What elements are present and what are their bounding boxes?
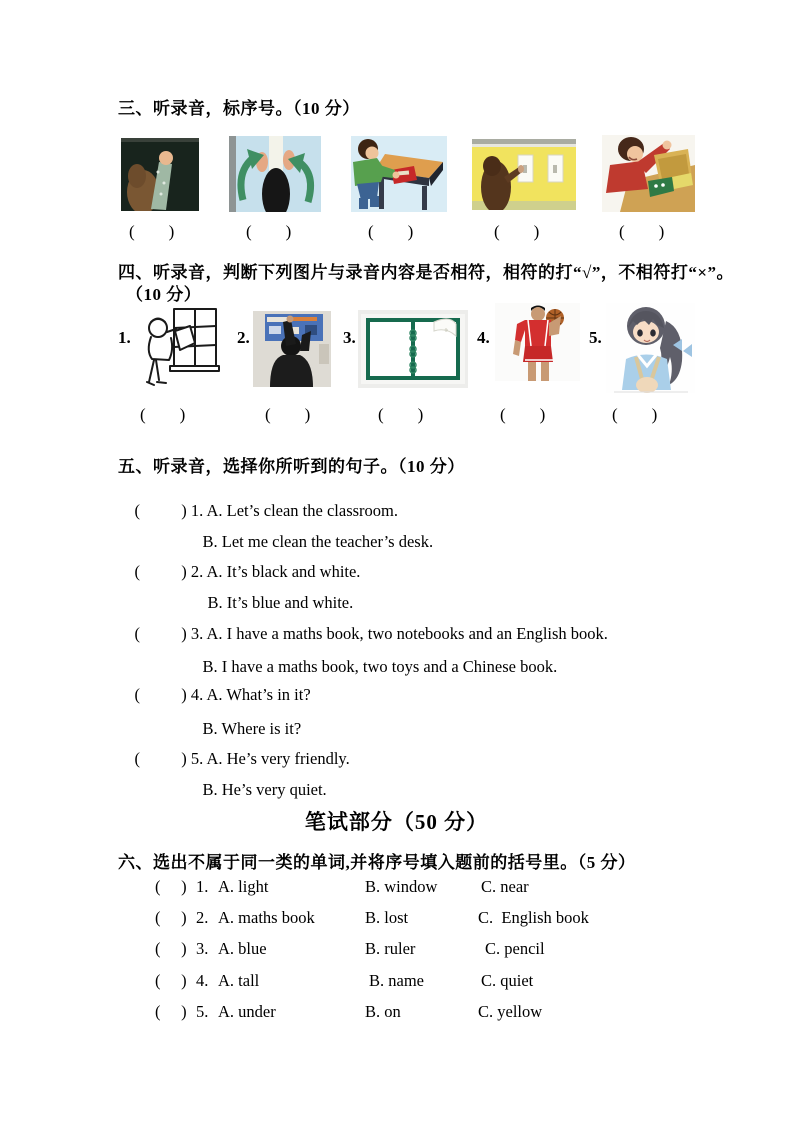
question-number: 5. xyxy=(190,749,204,768)
question-number: 4. xyxy=(190,685,204,704)
answer-bracket: ( ) xyxy=(246,222,292,241)
answer-bracket: ( ) xyxy=(155,1002,187,1021)
hands-up-scene-icon xyxy=(229,136,321,212)
option-a: A. I have a maths book, two notebooks and an English book. xyxy=(206,624,608,643)
option-a: A. maths book xyxy=(218,908,315,927)
item-number: 5. xyxy=(589,328,602,347)
anime-girl-image xyxy=(606,303,695,393)
answer-bracket: ( ) xyxy=(155,908,187,927)
answer-bracket: ( ) xyxy=(368,222,414,241)
poster-photo-icon xyxy=(253,311,331,387)
word-row-5 xyxy=(0,1002,793,1026)
girl-wiping-blackboard-image xyxy=(121,138,199,211)
section6-title: 六、选出不属于同一类的单词,并将序号填入题前的括号里。（5 分） xyxy=(118,853,636,872)
option-a: A. blue xyxy=(218,939,267,958)
option-b: B. Where is it? xyxy=(202,719,302,738)
option-c: C. pencil xyxy=(485,939,545,958)
question-number: 2. xyxy=(196,908,209,927)
option-b: B. He’s very quiet. xyxy=(202,780,327,799)
question-number: 1. xyxy=(196,877,209,896)
option-a: A. light xyxy=(218,877,269,896)
putting-up-poster-photo-image xyxy=(253,311,331,387)
question-number: 4. xyxy=(196,971,209,990)
packing-scene-icon xyxy=(602,135,695,212)
girl-packing-schoolbag-image xyxy=(602,135,695,212)
word-row-3 xyxy=(0,939,793,963)
option-a: A. tall xyxy=(218,971,260,990)
item-number: 3. xyxy=(343,328,356,347)
answer-bracket: ( ) xyxy=(265,405,311,424)
option-b: B. Let me clean the teacher’s desk. xyxy=(202,532,434,551)
answer-bracket: ( ) xyxy=(155,971,187,990)
answer-bracket: ( ) xyxy=(134,685,187,704)
answer-bracket: ( ) xyxy=(134,501,187,520)
option-b: B. on xyxy=(365,1002,401,1021)
option-b: B. lost xyxy=(365,908,409,927)
option-b: B. I have a maths book, two toys and a Chinese book. xyxy=(202,657,558,676)
option-b: B. window xyxy=(365,877,438,896)
answer-bracket: ( ) xyxy=(619,222,665,241)
option-c: C. quiet xyxy=(481,971,534,990)
green-notebook-image xyxy=(358,310,468,388)
basketball-player-image xyxy=(495,303,580,381)
blackboard-scene-icon xyxy=(121,138,199,211)
written-part-heading: 笔试部分（50 分） xyxy=(304,810,489,834)
question-number: 3. xyxy=(196,939,209,958)
desk-book-scene-icon xyxy=(351,136,447,212)
basketball-player-icon xyxy=(495,303,580,381)
window-cleaning-icon xyxy=(137,305,221,398)
word-row-2 xyxy=(0,908,793,932)
answer-bracket: ( ) xyxy=(134,749,187,768)
answer-bracket: ( ) xyxy=(134,624,187,643)
hands-raised-on-wall-image xyxy=(229,136,321,212)
option-b: B. ruler xyxy=(365,939,416,958)
notebook-icon xyxy=(358,310,468,388)
word-row-4 xyxy=(0,971,793,995)
boy-putting-book-in-desk-image xyxy=(351,136,447,212)
question-number: 3. xyxy=(190,624,204,643)
answer-bracket: ( ) xyxy=(129,222,175,241)
option-a: A. It’s black and white. xyxy=(206,562,361,581)
anime-girl-icon xyxy=(606,303,695,393)
option-a: A. What’s in it? xyxy=(206,685,311,704)
question-number: 2. xyxy=(190,562,204,581)
answer-bracket: ( ) xyxy=(612,405,658,424)
word-row-1 xyxy=(0,877,793,901)
option-a: A. He’s very friendly. xyxy=(206,749,350,768)
option-c: C. English book xyxy=(478,908,589,927)
option-c: C. near xyxy=(481,877,529,896)
answer-bracket: ( ) xyxy=(494,222,540,241)
option-b: B. It’s blue and white. xyxy=(207,593,354,612)
question-number: 5. xyxy=(196,1002,209,1021)
question-number: 1. xyxy=(190,501,204,520)
section4-title-line1: 四、听录音，判断下列图片与录音内容是否相符，相符的打“√”，不相符打“×”。 xyxy=(118,263,735,282)
item-number: 1. xyxy=(118,328,131,347)
answer-bracket: ( ) xyxy=(134,562,187,581)
yellow-wall-scene-icon xyxy=(472,139,576,210)
girl-pointing-at-wall-image xyxy=(472,139,576,210)
option-b: B. name xyxy=(369,971,424,990)
answer-bracket: ( ) xyxy=(155,939,187,958)
section3-title: 三、听录音，标序号。（10 分） xyxy=(118,99,360,118)
answer-bracket: ( ) xyxy=(155,877,187,896)
option-c: C. yellow xyxy=(478,1002,543,1021)
answer-bracket: ( ) xyxy=(378,405,424,424)
answer-bracket: ( ) xyxy=(140,405,186,424)
option-a: A. Let’s clean the classroom. xyxy=(206,501,398,520)
section4-title-line2: （10 分） xyxy=(126,285,202,304)
answer-bracket: ( ) xyxy=(500,405,546,424)
option-a: A. under xyxy=(218,1002,276,1021)
item-number: 2. xyxy=(237,328,250,347)
item-number: 4. xyxy=(477,328,490,347)
section5-title: 五、听录音，选择你所听到的句子。（10 分） xyxy=(118,457,465,476)
cleaning-window-drawing-image xyxy=(137,305,221,398)
